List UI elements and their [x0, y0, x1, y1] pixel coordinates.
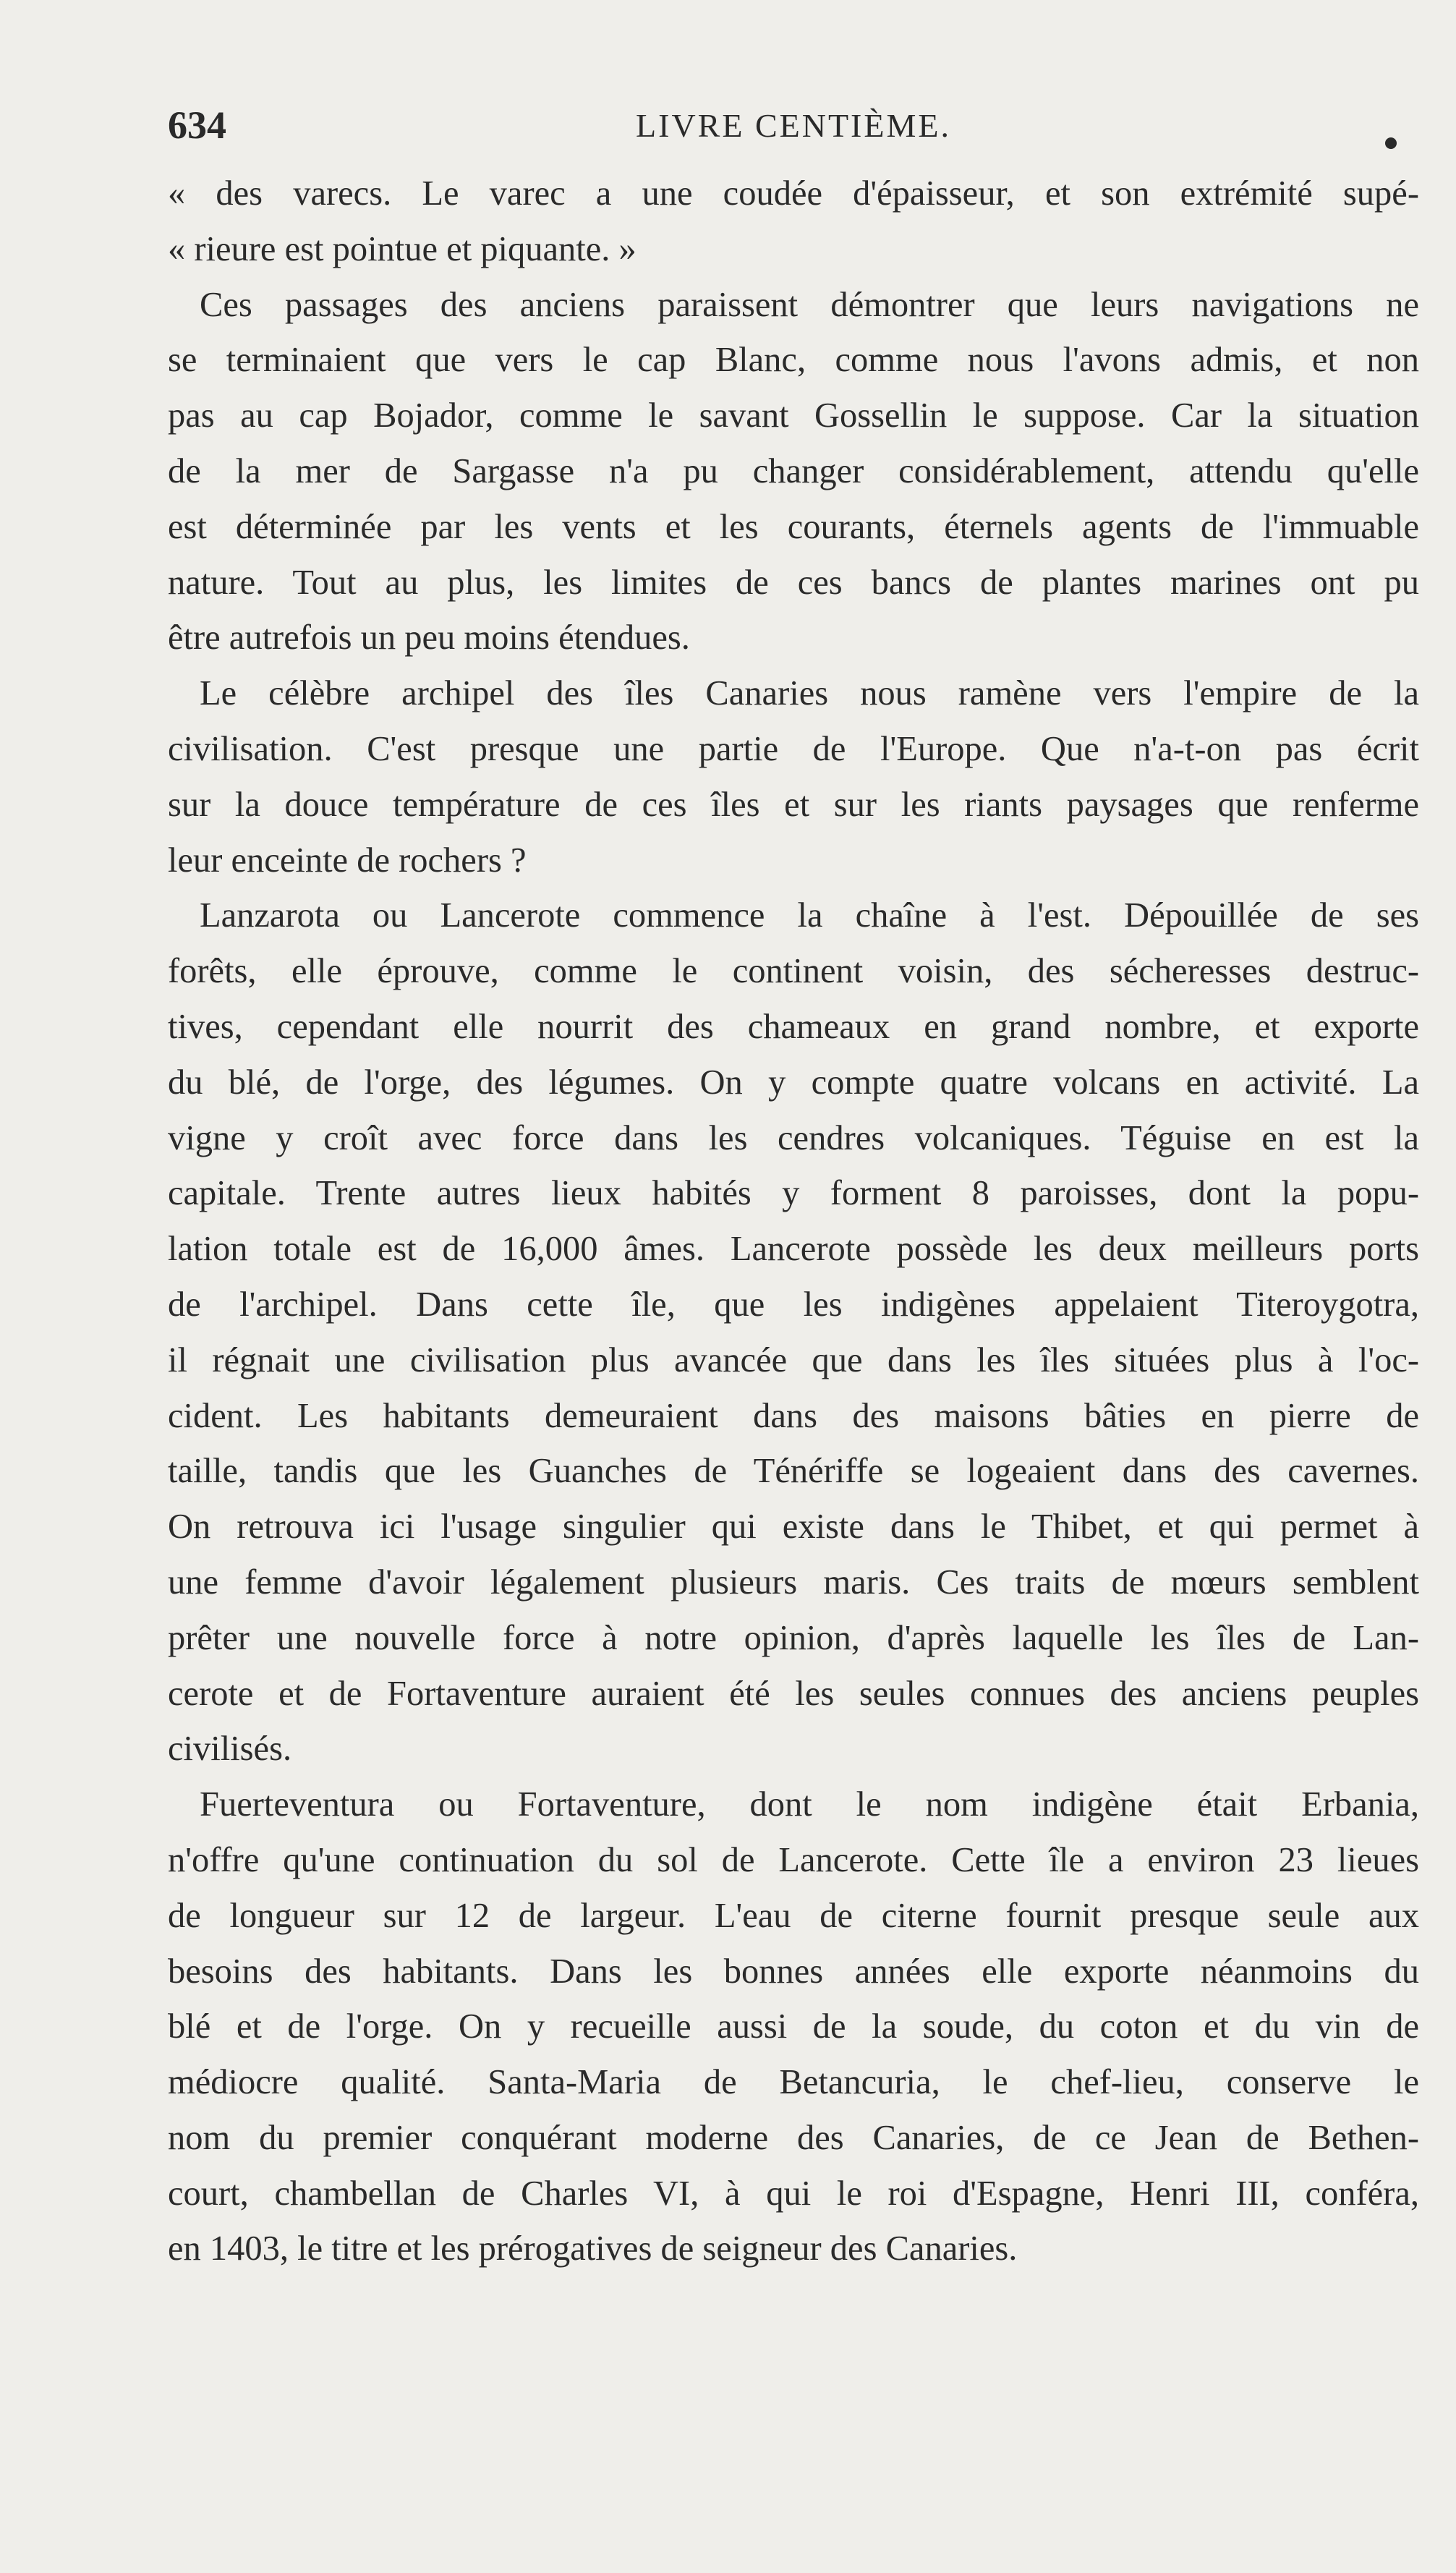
text-line: « rieure est pointue et piquante. » [168, 229, 637, 268]
text-line: une femme d'avoir légalement plusieurs maris. Ces traits de mœurs semblent [168, 1562, 1419, 1602]
text-line: de la mer de Sargasse n'a pu changer considérablement, attendu qu'elle [168, 451, 1419, 490]
running-head: LIVRE CENTIÈME. [636, 107, 951, 144]
text-line: est déterminée par les vents et les courants, éternels agents de l'immuable [168, 507, 1419, 546]
page-header [168, 100, 1419, 158]
text-line: civilisation. C'est presque une partie de l'Europe. Que n'a-t-on pas écrit [168, 729, 1419, 768]
text-line: pas au cap Bojador, comme le savant Gossellin le suppose. Car la situation [168, 396, 1419, 435]
text-line: n'offre qu'une continuation du sol de Lancerote. Cette île a environ 23 lieues [168, 1840, 1419, 1879]
text-line: être autrefois un peu moins étendues. [168, 618, 690, 658]
text-line: Le célèbre archipel des îles Canaries nous ramène vers l'empire de la [200, 674, 1419, 713]
text-line: du blé, de l'orge, des légumes. On y compte quatre volcans en activité. La [168, 1063, 1419, 1102]
text-line: Fuerteventura ou Fortaventure, dont le nom indigène était Erbania, [200, 1785, 1419, 1824]
text-line: court, chambellan de Charles VI, à qui le roi d'Espagne, Henri III, conféra, [168, 2174, 1419, 2213]
text-line: On retrouva ici l'usage singulier qui existe dans le Thibet, et qui permet à [168, 1507, 1419, 1547]
text-line: vigne y croît avec force dans les cendres volcaniques. Téguise en est la [168, 1118, 1419, 1157]
text-line: leur enceinte de rochers ? [168, 841, 527, 880]
text-line: Ces passages des anciens paraissent démontrer que leurs navigations ne [200, 285, 1419, 324]
text-line: cerote et de Fortaventure auraient été les seules connues des anciens peuples [168, 1674, 1419, 1713]
text-line: il régnait une civilisation plus avancée que dans les îles situées plus à l'oc- [168, 1340, 1419, 1379]
text-line: taille, tandis que les Guanches de Ténériffe se logeaient dans des cavernes. [168, 1452, 1419, 1491]
text-line: de longueur sur 12 de largeur. L'eau de citerne fournit presque seule aux [168, 1896, 1419, 1935]
text-line: tives, cependant elle nourrit des chameaux en grand nombre, et exporte [168, 1007, 1419, 1046]
text-line: médiocre qualité. Santa-Maria de Betancuria, le chef-lieu, conserve le [168, 2063, 1419, 2102]
text-line: lation totale est de 16,000 âmes. Lancerote possède les deux meilleurs ports [168, 1230, 1419, 1269]
text-line: capitale. Trente autres lieux habités y forment 8 paroisses, dont la popu- [168, 1174, 1419, 1213]
page-number: 634 [168, 103, 226, 147]
header-dot-mark [1385, 137, 1397, 149]
text-line: nature. Tout au plus, les limites de ces bancs de plantes marines ont pu [168, 563, 1419, 602]
text-line: blé et de l'orge. On y recueille aussi de la soude, du coton et du vin de [168, 2007, 1419, 2046]
text-line: sur la douce température de ces îles et sur les riants paysages que renferme [168, 785, 1419, 824]
text-line: forêts, elle éprouve, comme le continent voisin, des sécheresses destruc- [168, 952, 1419, 991]
text-line: se terminaient que vers le cap Blanc, comme nous l'avons admis, et non [168, 341, 1419, 380]
text-line: cident. Les habitants demeuraient dans des maisons bâties en pierre de [168, 1396, 1419, 1435]
text-line: de l'archipel. Dans cette île, que les indigènes appelaient Titeroygotra, [168, 1285, 1419, 1324]
text-line: Lanzarota ou Lancerote commence la chaîne à l'est. Dépouillée de ses [200, 896, 1419, 935]
text-line: besoins des habitants. Dans les bonnes années elle exporte néanmoins du [168, 1952, 1419, 1991]
text-line: en 1403, le titre et les prérogatives de seigneur des Canaries. [168, 2229, 1018, 2268]
text-line: civilisés. [168, 1730, 292, 1769]
text-line: nom du premier conquérant moderne des Canaries, de ce Jean de Bethen- [168, 2118, 1419, 2157]
text-line: prêter une nouvelle force à notre opinion, d'après laquelle les îles de Lan- [168, 1618, 1419, 1657]
body-text [168, 166, 1419, 2277]
text-line: « des varecs. Le varec a une coudée d'épaisseur, et son extrémité supé- [168, 174, 1419, 213]
